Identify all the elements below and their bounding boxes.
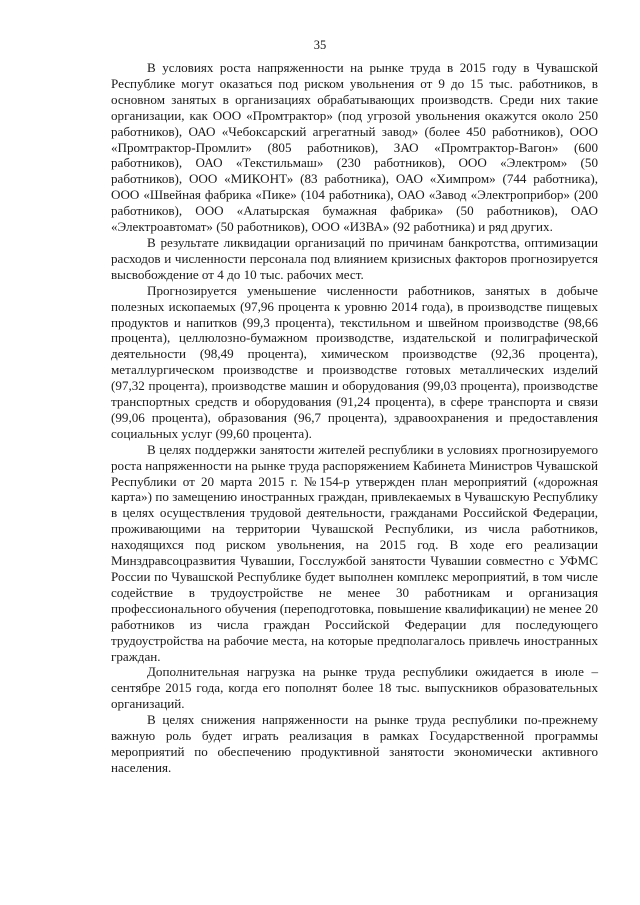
paragraph-employment-reduction: Прогнозируется уменьшение численности работников, занятых в добыче полезных ископаемых (97,96 процента к уровню 2014 года), в производстве пищевых продуктов и напитков (99,3 процента), текстильном и швейном производстве (98,66 процента), целлюлозно-бумажном производстве, издательской и полиграфической деятельности (98,49 процента), химическом производстве (92,36 процента), металлургическом производстве и производстве готовых металлических изделий (97,32 процента), производстве машин и оборудования (99,03 процента), производстве транспортных средств и оборудования (91,24 процента), в сфере транспорта и связи (99,06 процента), образования (96,7 процента), здравоохранения и предоставления социальных услуг (99,60 процента). <box>111 282 598 441</box>
paragraph-liquidation-forecast: В результате ликвидации организаций по причинам банкротства, оптимизации расходов и численности персонала под влиянием кризисных факторов прогнозируется высвобождение от 4 до 10 тыс. рабочих мест. <box>111 234 598 282</box>
paragraph-roadmap-plan: В целях поддержки занятости жителей республики в условиях прогнозируемого роста напряженности на рынке труда распоряжением Кабинета Министров Чувашской Республики от 20 марта 2015 г. №154-р утвержден план мероприятий («дорожная карта») по замещению иностранных граждан, привлекаемых в Чувашскую Республику в целях осуществления трудовой деятельности, гражданами Российской Федерации, проживающими на территории Чувашской Республики, из числа работников, находящихся под риском увольнения, на 2015 год. В ходе его реализации Минздравсоцразвития Чувашии, Госслужбой занятости Чувашии совместно с УФМС России по Чувашской Республике будет выполнен комплекс мероприятий, в том числе содействие в трудоустройстве не менее 30 работникам и организация профессионального обучения (переподготовка, повышение квалификации) не менее 20 работников из числа граждан Российской Федерации для последующего трудоустройства на рабочие места, на которые предполагалось привлечь иностранных граждан. <box>111 441 598 664</box>
page-number: 35 <box>313 38 327 52</box>
paragraph-graduates-load: Дополнительная нагрузка на рынке труда республики ожидается в июле – сентябре 2015 года, когда его пополнят более 18 тыс. выпускников образовательных организаций. <box>111 664 598 712</box>
document-body <box>111 60 598 776</box>
paragraph-labor-market-risk: В условиях роста напряженности на рынке труда в 2015 году в Чувашской Республике могут оказаться под риском увольнения от 9 до 15 тыс. работников, в основном занятых в организациях обрабатывающих производств. Среди них такие организации, как ООО «Промтрактор» (под угрозой увольнения окажутся около 250 работников), ОАО «Чебоксарский агрегатный завод» (более 450 работников), ООО «Промтрактор-Промлит» (805 работников), ЗАО «Промтрактор-Вагон» (600 работников), ОАО «Текстильмаш» (230 работников), ООО «Электром» (50 работников), ООО «МИКОНТ» (83 работника), ОАО «Химпром» (744 работника), ООО «Швейная фабрика «Пике» (104 работника), ОАО «Завод «Электроприбор» (200 работников), ООО «Алатырская бумажная фабрика» (50 работников), ОАО «Электроавтомат» (50 работников), ООО «ИЗВА» (92 работника) и ряд других. <box>111 60 598 235</box>
paragraph-state-program: В целях снижения напряженности на рынке труда республики по-прежнему важную роль будет играть реализация в рамках Государственной программы мероприятий по обеспечению продуктивной занятости экономически активного населения. <box>111 712 598 775</box>
